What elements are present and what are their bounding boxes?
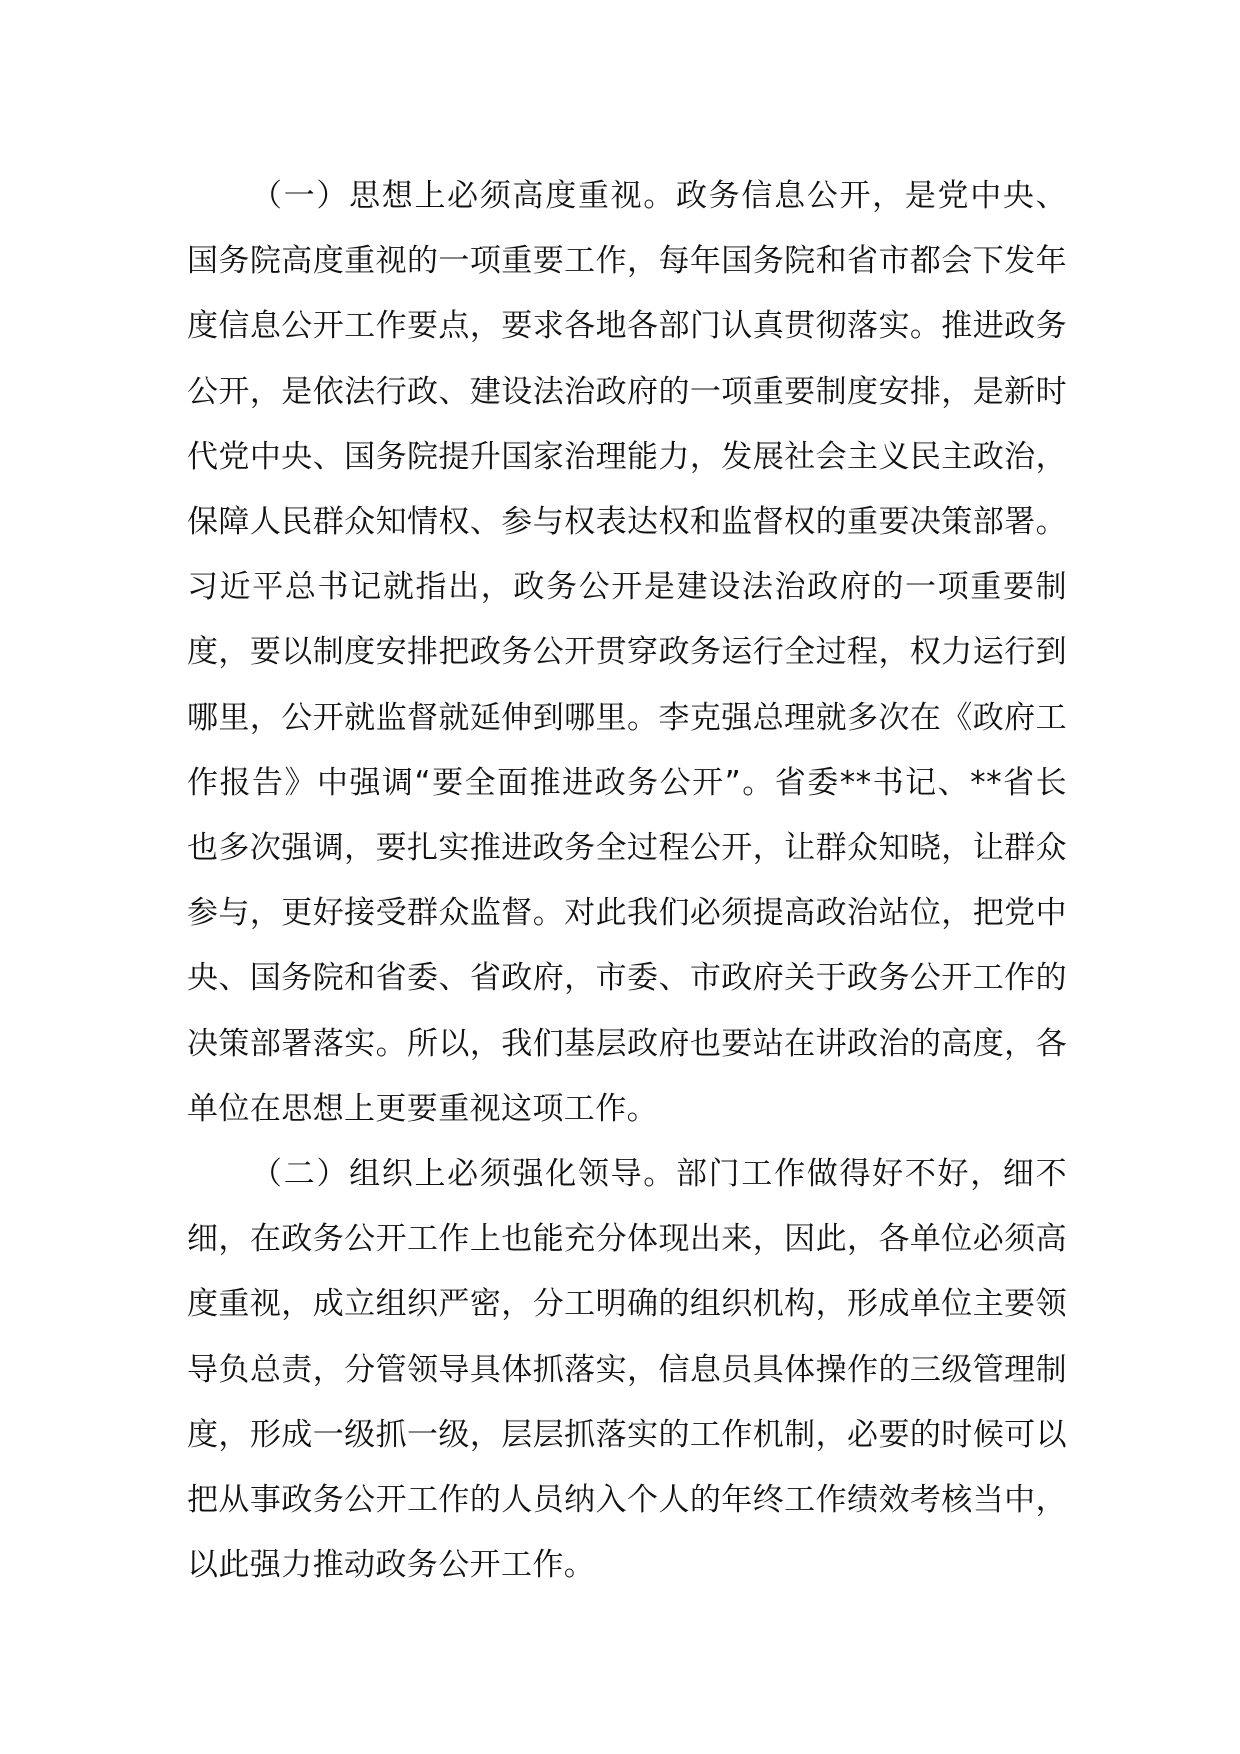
- document-body: [187, 164, 1067, 1598]
- paragraph-ideological-attention: （一）思想上必须高度重视。政务信息公开，是党中央、国务院高度重视的一项重要工作，每年国务院和省市都会下发年度信息公开工作要点，要求各地各部门认真贯彻落实。推进政务公开，是依法行政、建设法治政府的一项重要制度安排，是新时代党中央、国务院提升国家治理能力，发展社会主义民主政治，保障人民群众知情权、参与权表达权和监督权的重要决策部署。习近平总书记就指出，政务公开是建设法治政府的一项重要制度，要以制度安排把政务公开贯穿政务运行全过程，权力运行到哪里，公开就监督就延伸到哪里。李克强总理就多次在《政府工作报告》中强调“要全面推进政务公开”。省委**书记、**省长也多次强调，要扎实推进政务全过程公开，让群众知晓，让群众参与，更好接受群众监督。对此我们必须提高政治站位，把党中央、国务院和省委、省政府，市委、市政府关于政务公开工作的决策部署落实。所以，我们基层政府也要站在讲政治的高度，各单位在思想上更要重视这项工作。: [187, 178, 1067, 1127]
- paragraph-organizational-leadership: （二）组织上必须强化领导。部门工作做得好不好，细不细，在政务公开工作上也能充分体现出来，因此，各单位必须高度重视，成立组织严密，分工明确的组织机构，形成单位主要领导负总责，分管领导具体抓落实，信息员具体操作的三级管理制度，形成一级抓一级，层层抓落实的工作机制，必要的时候可以把从事政务公开工作的人员纳入个人的年终工作绩效考核当中，以此强力推动政务公开工作。: [187, 1156, 1067, 1584]
